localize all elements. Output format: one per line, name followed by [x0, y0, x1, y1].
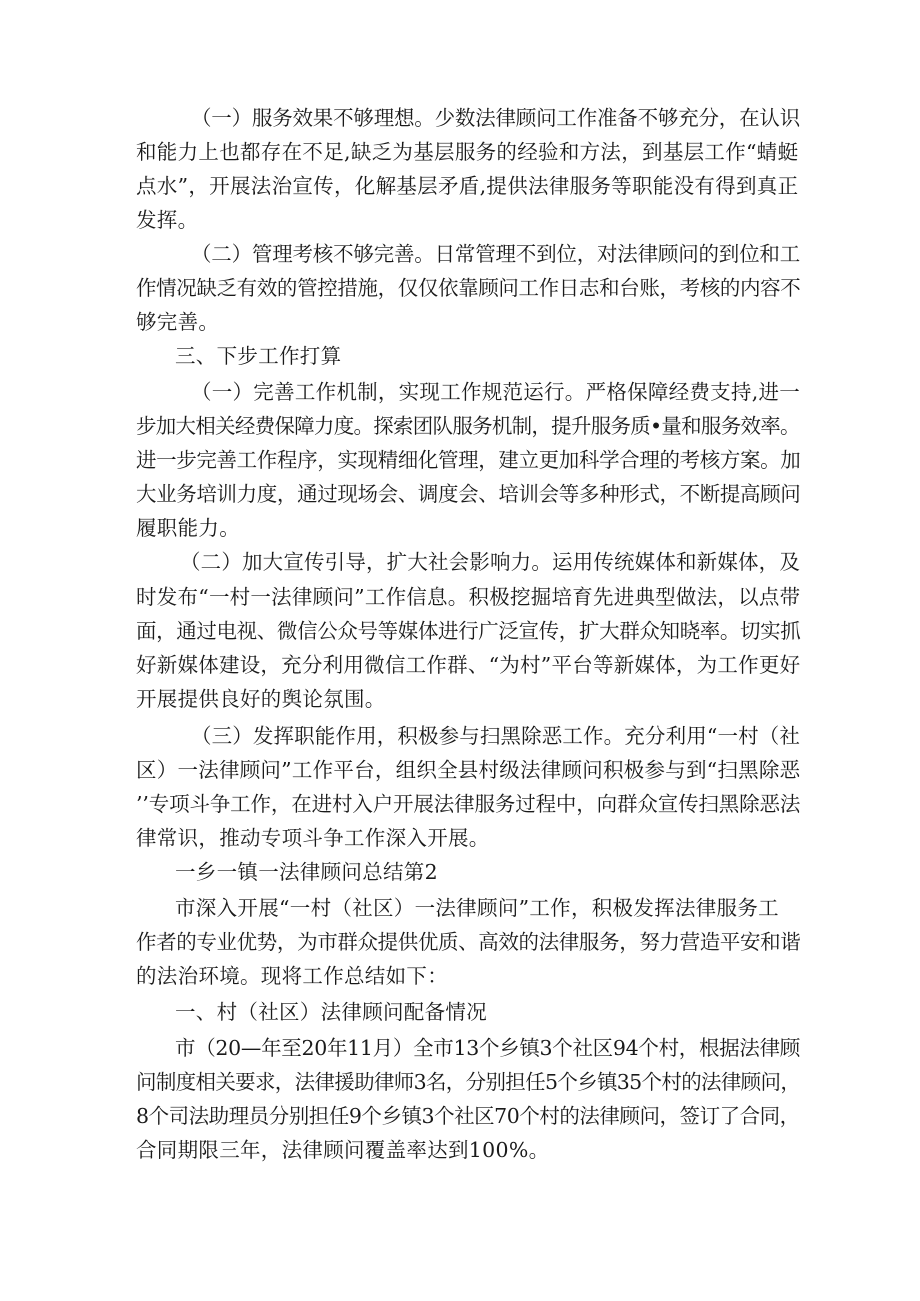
text-line: 履职能力。	[136, 516, 240, 540]
text-line: （二）加大宣传引导，扩大社会影响力。运用传统媒体和新媒体，及	[180, 550, 800, 574]
text-line: 步加大相关经费保障力度。探索团队服务机制，提升服务质•量和服务效率。	[136, 414, 800, 438]
text-line: 好新媒体建设，充分利用微信工作群、“为村”平台等新媒体，为工作更好	[136, 653, 801, 677]
section-heading: 一、村（社区）法律顾问配备情况	[175, 1000, 487, 1024]
text-line: 时发布“一村一法律顾问”工作信息。积极挖掘培育先进典型做法，以点带	[136, 585, 801, 609]
text-line: 作者的专业优势，为市群众提供优质、高效的法律服务，努力营造平安和谐	[136, 930, 801, 954]
text-line: （二）管理考核不够完善。日常管理不到位，对法律顾问的到位和工	[191, 242, 800, 266]
text-line: （三）发挥职能作用，积极参与扫黑除恶工作。充分利用“一村（社	[191, 724, 800, 748]
text-line: 区）一法律顾问”工作平台，组织全县村级法律顾问积极参与到“扫黑除恶	[136, 758, 801, 782]
text-line: 够完善。	[136, 310, 220, 334]
text-line: （一）完善工作机制，实现工作规范运行。严格保障经费支持,进一	[191, 380, 801, 404]
text-line: 作情况缺乏有效的管控措施，仅仅依靠顾问工作日志和台账，考核的内容不	[136, 276, 801, 300]
text-line: 市深入开展“一村（社区）一法律顾问”工作，积极发挥法律服务工	[175, 896, 779, 920]
section-heading: 三、下步工作打算	[175, 344, 342, 368]
text-line: 发挥。	[136, 208, 199, 232]
text-line: 大业务培训力度，通过现场会、调度会、培训会等多种形式，不断提高顾问	[136, 482, 801, 506]
text-line: 面，通过电视、微信公众号等媒体进行广泛宣传，扩大群众知晓率。切实抓	[136, 619, 801, 643]
text-line: 市（20—年至20年11月）全市13个乡镇3个社区94个村，根据法律顾	[175, 1036, 800, 1060]
text-line: （一）服务效果不够理想。少数法律顾问工作准备不够充分，在认识	[191, 106, 800, 130]
text-line: 的法治环境。现将工作总结如下：	[136, 964, 448, 988]
text-line: 点水”，开展法治宣传，化解基层矛盾,提供法律服务等职能没有得到真正	[136, 174, 799, 198]
text-line: ’’专项斗争工作，在进村入户开展法律服务过程中，向群众宣传扫黑除恶法	[136, 792, 801, 816]
text-line: 和能力上也都存在不足,缺乏为基层服务的经验和方法，到基层工作“蜻蜓	[136, 140, 799, 164]
text-line: 开展提供良好的舆论氛围。	[136, 687, 386, 711]
text-line: 问制度相关要求，法律援助律师3名，分别担任5个乡镇35个村的法律顾问，	[136, 1070, 801, 1094]
text-line: 律常识，推动专项斗争工作深入开展。	[136, 826, 490, 850]
section-heading: 一乡一镇一法律顾问总结第2	[175, 860, 438, 884]
text-line: 8个司法助理员分别担任9个乡镇3个社区70个村的法律顾问，签订了合同，	[136, 1104, 800, 1128]
text-line: 合同期限三年，法律顾问覆盖率达到100%。	[136, 1138, 550, 1162]
text-line: 进一步完善工作程序，实现精细化管理，建立更加科学合理的考核方案。加	[136, 448, 801, 472]
